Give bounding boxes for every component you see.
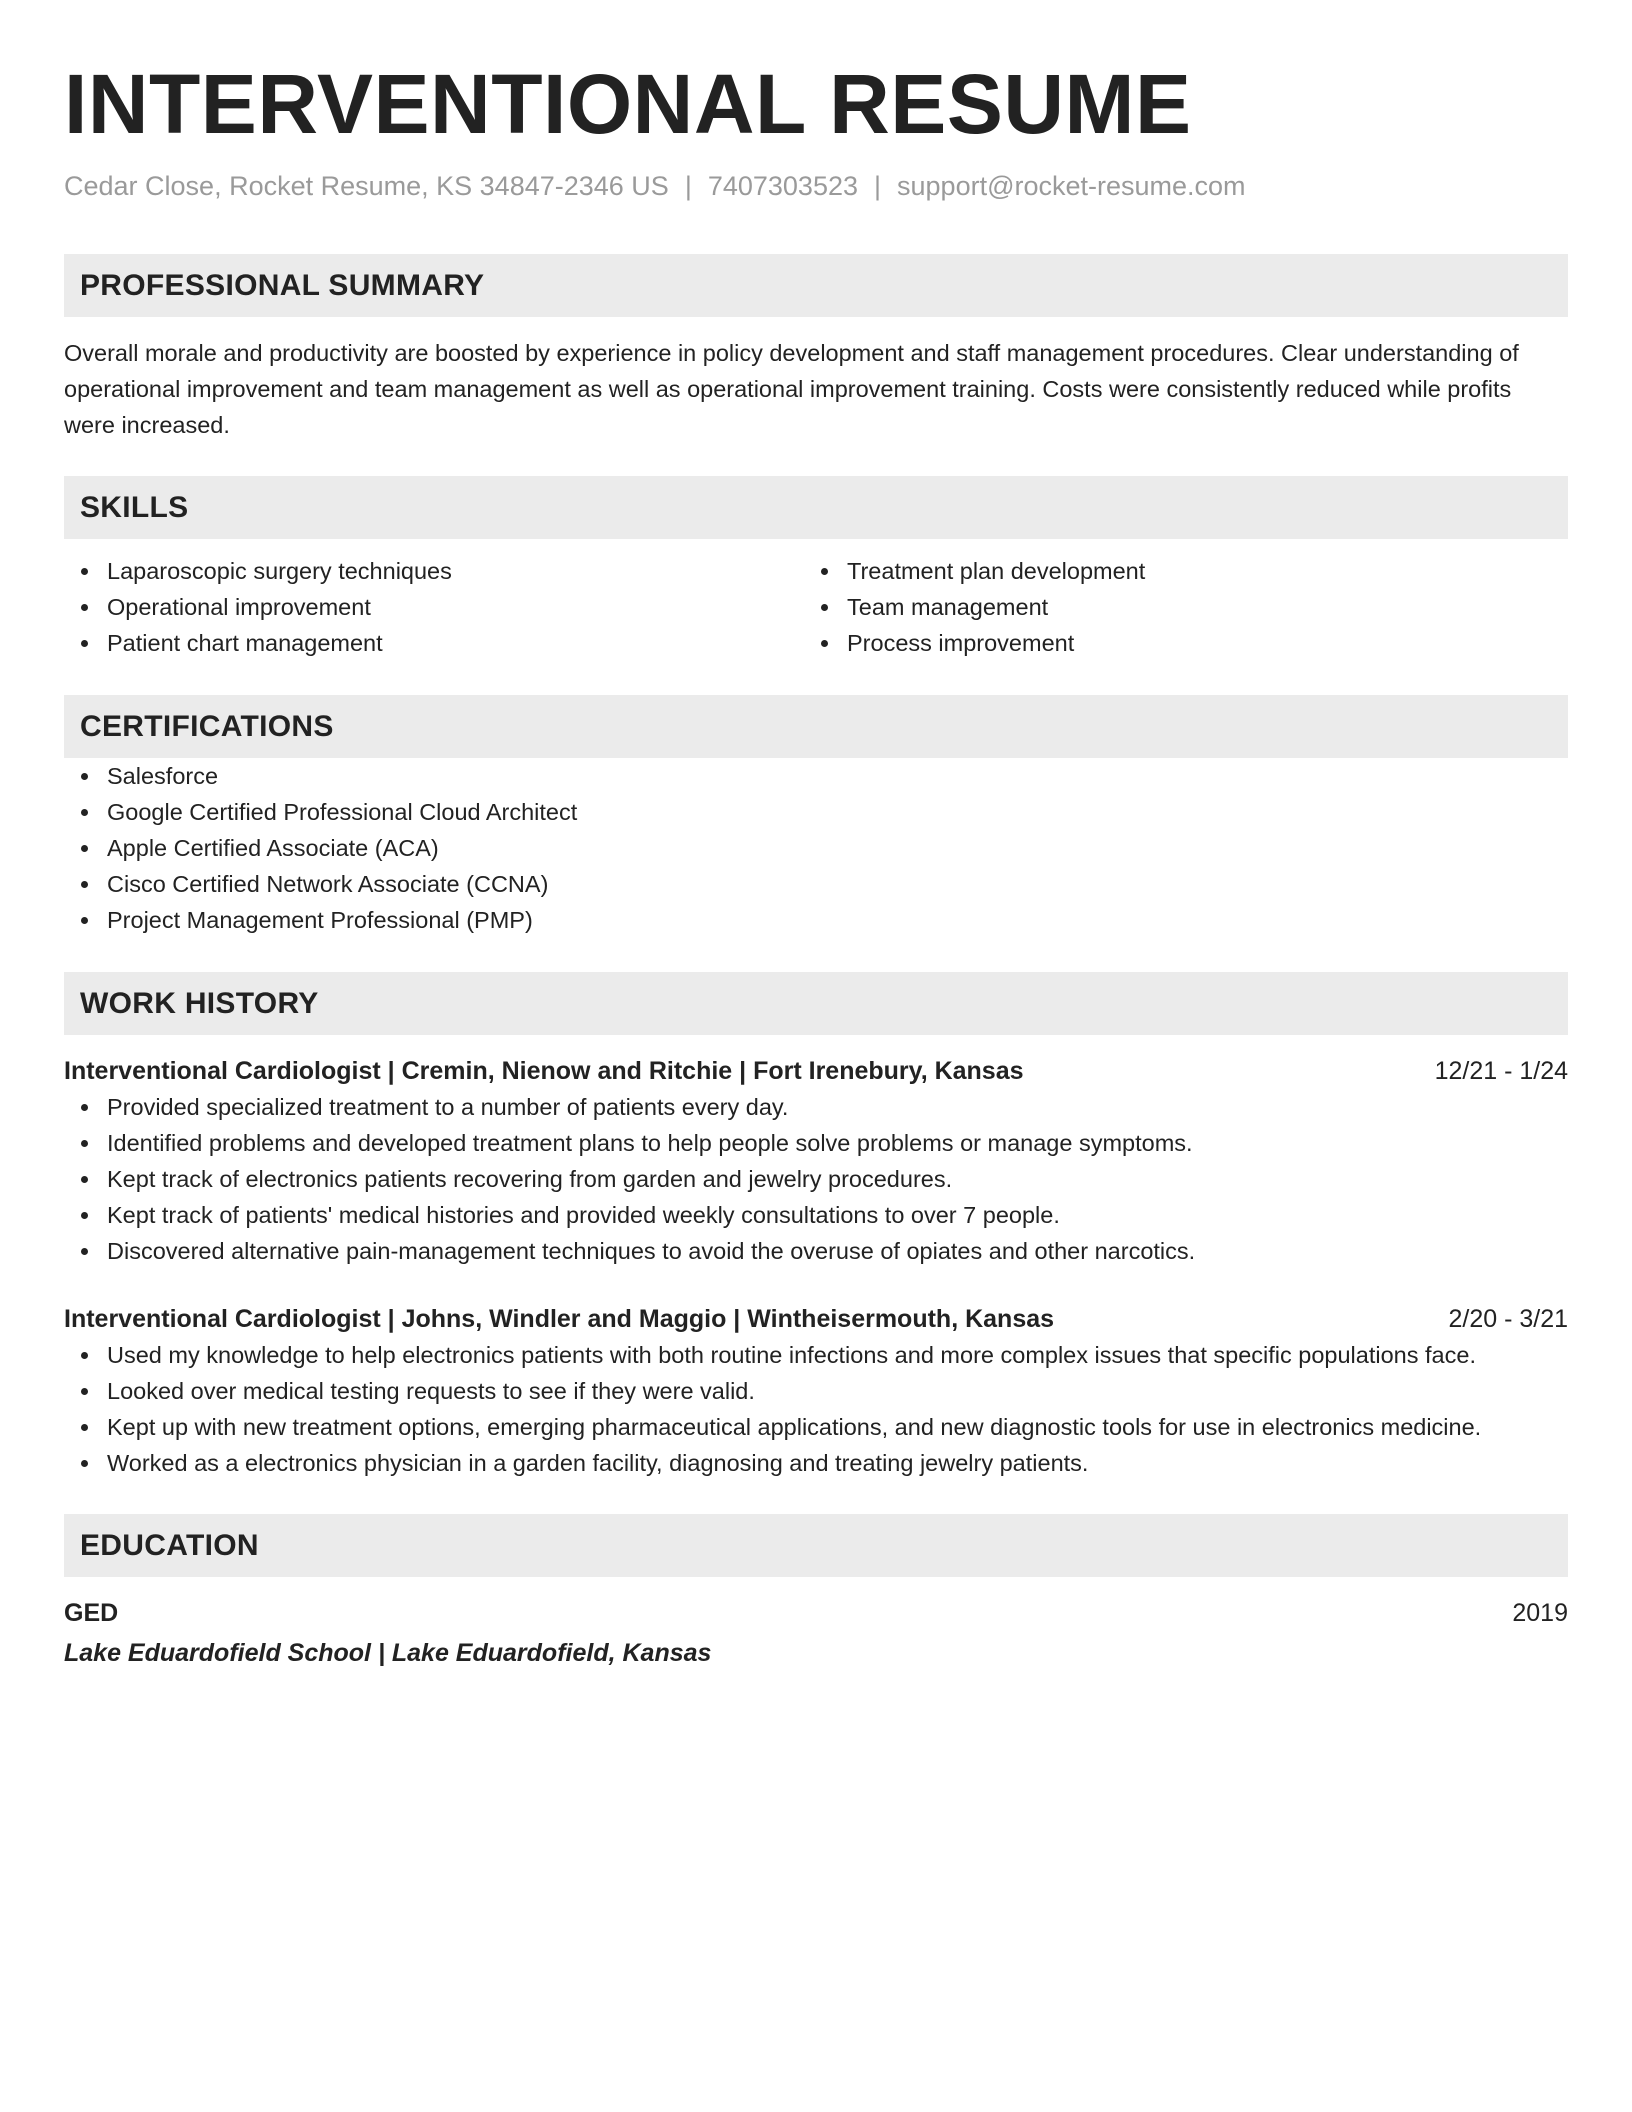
section-heading-certifications: CERTIFICATIONS: [64, 695, 1568, 758]
job-title: Interventional Cardiologist | Johns, Windler and Maggio | Wintheisermouth, Kansas: [64, 1305, 1055, 1333]
resume-title: INTERVENTIONAL RESUME: [64, 57, 1192, 151]
contact-separator: |: [874, 171, 882, 201]
job-bullet: Discovered alternative pain-management techniques to avoid the overuse of opiates and other narcotics.: [64, 1233, 1568, 1269]
section-heading-education: EDUCATION: [64, 1514, 1568, 1577]
summary-text: Overall morale and productivity are boosted by experience in policy development and staff management procedures. Clear understanding of operational improvement and team management as well as operational improvement training. Costs were consistently reduced while profits were increased.: [64, 340, 1519, 438]
job-header: [64, 1301, 1568, 1337]
skill-item: Treatment plan development: [804, 553, 1544, 589]
certification-item: Google Certified Professional Cloud Architect: [64, 794, 1568, 830]
job-bullet: Kept up with new treatment options, emerging pharmaceutical applications, and new diagnostic tools for use in electronics medicine.: [64, 1409, 1568, 1445]
skill-item: Operational improvement: [64, 589, 804, 625]
skill-item: Patient chart management: [64, 625, 804, 661]
education-header: [64, 1595, 1568, 1631]
section-heading-work-history: WORK HISTORY: [64, 972, 1568, 1035]
job-bullet: Provided specialized treatment to a number of patients every day.: [64, 1089, 1568, 1125]
job-title: Interventional Cardiologist | Cremin, Nienow and Ritchie | Fort Irenebury, Kansas: [64, 1057, 1024, 1085]
job-header: [64, 1053, 1568, 1089]
job-dates: 2/20 - 3/21: [1448, 1305, 1568, 1333]
skill-item: Laparoscopic surgery techniques: [64, 553, 804, 589]
certification-item: Cisco Certified Network Associate (CCNA): [64, 866, 1568, 902]
job-bullet: Identified problems and developed treatment plans to help people solve problems or manage symptoms.: [64, 1125, 1568, 1161]
certification-item: Project Management Professional (PMP): [64, 902, 1568, 938]
skills-column-left: [64, 553, 804, 661]
education-school: Lake Eduardofield School | Lake Eduardofield, Kansas: [64, 1639, 712, 1667]
education-year: 2019: [1512, 1599, 1568, 1627]
contact-separator: |: [684, 171, 692, 201]
job-bullet: Worked as a electronics physician in a garden facility, diagnosing and treating jewelry patients.: [64, 1445, 1568, 1481]
section-heading-summary: PROFESSIONAL SUMMARY: [64, 254, 1568, 317]
job-bullet: Used my knowledge to help electronics patients with both routine infections and more complex issues that specific populations face.: [64, 1337, 1568, 1373]
job-bullets: [64, 1337, 1568, 1481]
job-bullet: Looked over medical testing requests to see if they were valid.: [64, 1373, 1568, 1409]
job-bullet: Kept track of electronics patients recovering from garden and jewelry procedures.: [64, 1161, 1568, 1197]
skill-item: Process improvement: [804, 625, 1544, 661]
job-bullets: [64, 1089, 1568, 1269]
education-degree: GED: [64, 1599, 119, 1627]
contact-address: Cedar Close, Rocket Resume, KS 34847-2346 US: [64, 171, 669, 201]
contact-phone: 7407303523: [707, 171, 858, 201]
certifications-list: [64, 758, 1568, 938]
job-bullet: Kept track of patients' medical histories and provided weekly consultations to over 7 people.: [64, 1197, 1568, 1233]
certification-item: Salesforce: [64, 758, 1568, 794]
job-dates: 12/21 - 1/24: [1434, 1057, 1568, 1085]
certification-item: Apple Certified Associate (ACA): [64, 830, 1568, 866]
contact-line: [64, 168, 1568, 204]
contact-email: support@rocket-resume.com: [897, 171, 1246, 201]
skills-column-right: [804, 553, 1544, 661]
skill-item: Team management: [804, 589, 1544, 625]
skills-grid: [64, 553, 1568, 661]
section-heading-skills: SKILLS: [64, 476, 1568, 539]
